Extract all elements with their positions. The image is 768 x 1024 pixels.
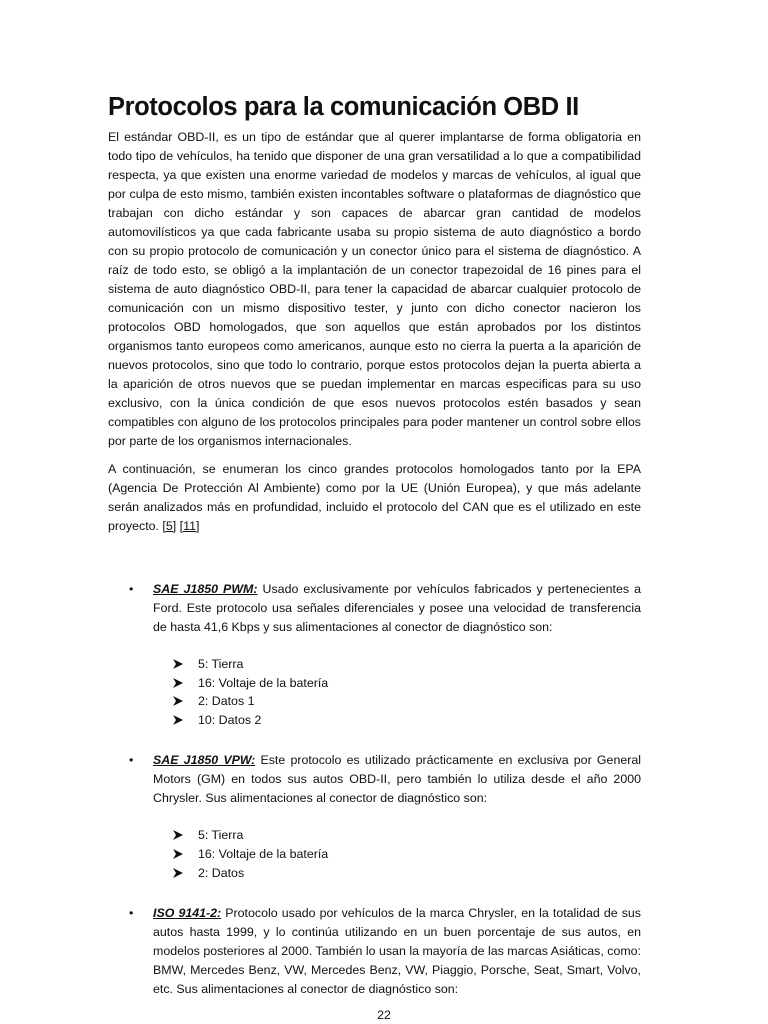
pin-item: 5: Tierra — [173, 655, 641, 674]
protocols-intro-paragraph — [108, 460, 641, 536]
protocol-item-iso-9141-2 — [108, 904, 641, 999]
reference-link-5[interactable]: [5] — [162, 519, 177, 533]
pin-item: 10: Datos 2 — [173, 711, 641, 730]
pin-list — [153, 826, 641, 882]
pin-item: 2: Datos — [173, 864, 641, 883]
arrow-bullet-icon — [173, 868, 183, 878]
protocols-intro-text: A continuación, se enumeran los cinco grandes protocolos homologados tanto por la EPA (Agencia De Protección Al Ambiente) como por la UE (Unión Europea), y que más adelante serán analizados más en profundidad, incluido el protocolo del CAN que es el utilizado en este proyecto. — [108, 462, 641, 533]
pin-item: 16: Voltaje de la batería — [173, 674, 641, 693]
protocol-item-j1850-pwm — [108, 580, 641, 729]
pin-item: 2: Datos 1 — [173, 692, 641, 711]
reference-link-11[interactable]: [11] — [179, 519, 200, 533]
protocol-description: Protocolo usado por vehículos de la marca Chrysler, en la totalidad de sus autos hasta 1999, y lo continúa utilizando en un buen porcentaje de sus autos, en modelos posteriores al 2000. También lo usan la mayoría de las marcas Asiáticas, como: BMW, Mercedes Benz, VW, Mercedes Benz, VW, Piaggio, Porsche, Seat, Smart, Volvo, etc. Sus alimentaciones al conector de diagnóstico son: — [153, 906, 642, 997]
bullet-icon: • — [129, 582, 134, 596]
protocol-description: Este protocolo es utilizado prácticamente en exclusiva por General Motors (GM) en todos sus autos OBD-II, pero también lo utiliza desde el año 2000 Chrysler. Sus alimentaciones al conector de diagnóstico son: — [153, 753, 641, 806]
protocol-name: SAE J1850 PWM: — [153, 582, 258, 596]
bullet-icon: • — [129, 753, 134, 768]
arrow-bullet-icon — [173, 678, 183, 688]
protocol-name: ISO 9141-2: — [153, 906, 222, 921]
protocol-description: Usado exclusivamente por vehículos fabricados y pertenecientes a Ford. Este protocolo usa señales diferenciales y posee una velocidad de transferencia de hasta 41,6 Kbps y sus alimentaciones al conector de diagnóstico son: — [153, 582, 641, 634]
intro-paragraph: El estándar OBD-II, es un tipo de estándar que al querer implantarse de forma obligatoria en todo tipo de vehículos, ha tenido que disponer de una gran versatilidad a lo que a compatibilidad respecta, ya que existen una enorme variedad de modelos y marcas de vehículos, al igual que por culpa de esto mismo, también existen incontables software o plataformas de diagnóstico que trabajan con dicho estándar y son capaces de abarcar gran cantidad de modelos automovilísticos ya que cada fabricante usaba su propio sistema de auto diagnóstico a bordo con su propio protocolo de comunicación y un conector único para el sistema de diagnóstico. A raíz de todo esto, se obligó a la implantación de un conector trapezoidal de 16 pines para el sistema de auto diagnóstico OBD-II, para tener la capacidad de abarcar cualquier protocolo de comunicación con un mismo dispositivo tester, y junto con dicho conector nacieron los protocolos OBD homologados, que son aquellos que están aprobados por los distintos organismos tanto europeos como americanos, aunque esto no cierra la puerta a la aparición de nuevos protocolos, sino que todo lo contrario, porque estos protocolos dejan la puerta abierta a la aparición de otros nuevos que se puedan implementar en marcas especificas para su uso exclusivo, con la única condición de que esos nuevos protocolos estén basados y sean compatibles con alguno de los protocolos principales para poder mantener un control sobre ellos por parte de los organismos internacionales. — [108, 130, 641, 448]
protocol-name: SAE J1850 VPW: — [153, 753, 256, 768]
pin-list — [153, 655, 641, 729]
arrow-bullet-icon — [173, 830, 183, 840]
page-number: 22 — [377, 1008, 391, 1022]
section-title: Protocolos para la comunicación OBD II — [108, 93, 579, 121]
arrow-bullet-icon — [173, 696, 183, 706]
pin-item: 16: Voltaje de la batería — [173, 845, 641, 864]
document-page — [108, 92, 641, 999]
arrow-bullet-icon — [173, 849, 183, 859]
arrow-bullet-icon — [173, 715, 183, 725]
protocol-list — [108, 580, 641, 999]
bullet-icon: • — [129, 906, 134, 921]
protocol-item-j1850-vpw — [108, 751, 641, 882]
arrow-bullet-icon — [173, 659, 183, 669]
pin-item: 5: Tierra — [173, 826, 641, 845]
